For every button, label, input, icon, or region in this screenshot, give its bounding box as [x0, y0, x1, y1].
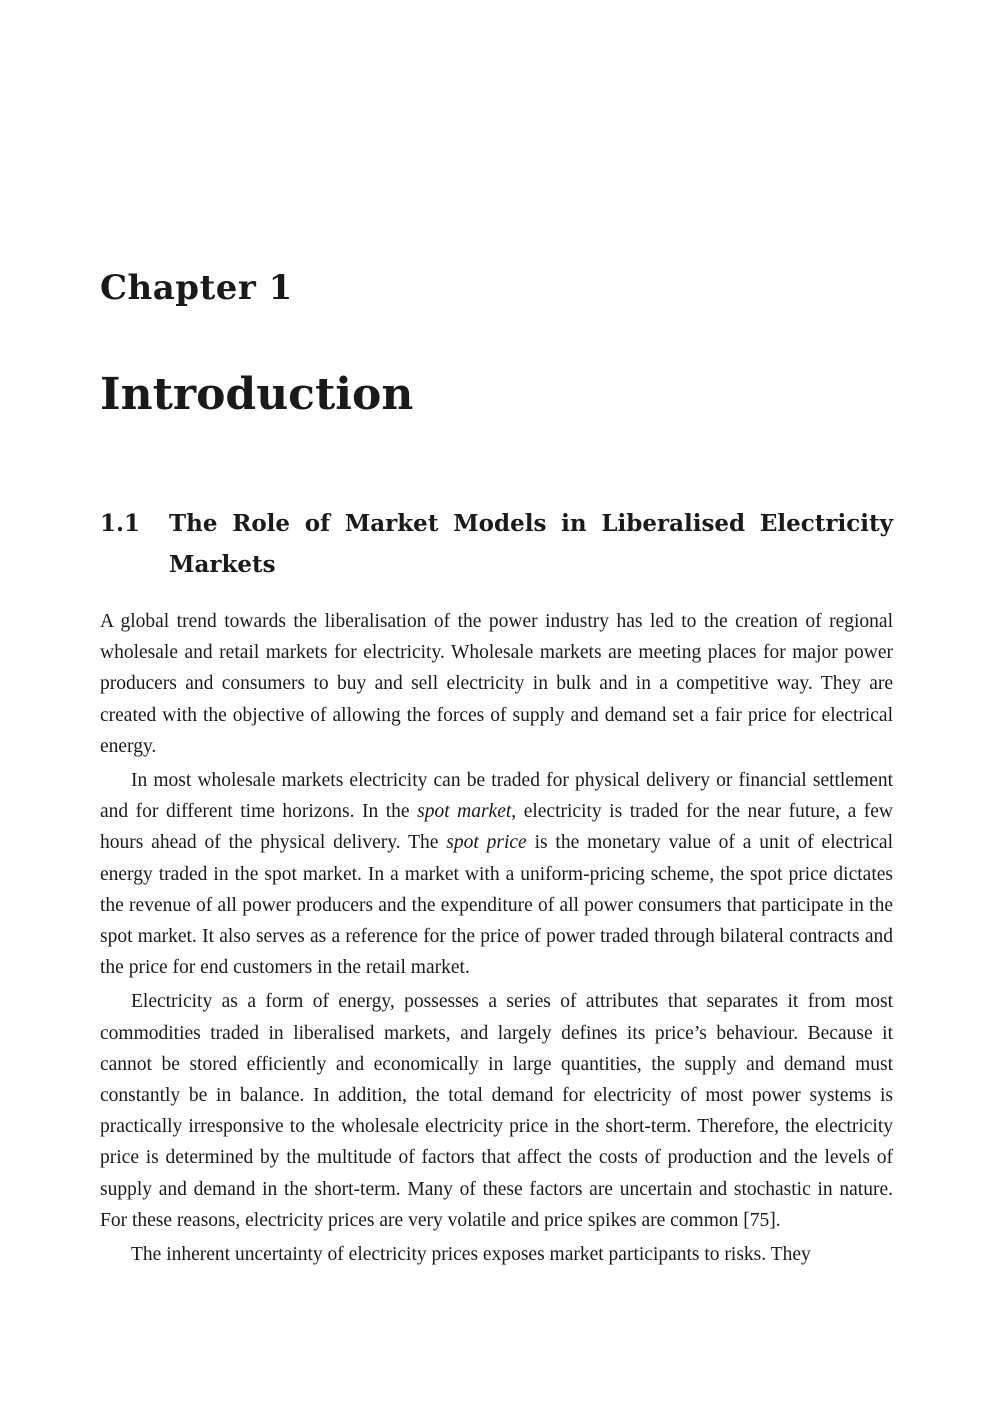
chapter-label: Chapter 1 [100, 268, 293, 308]
paragraph-2 [100, 765, 893, 983]
chapter-title: Introduction [100, 369, 414, 420]
paragraph-1: A global trend towards the liberalisation of the power industry has led to the creation of regional wholesale and retail markets for electricity. Wholesale markets are meeting places for major power producers and consumers to buy and sell electricity in bulk and in a competitive way. They are created with the objective of allowing the forces of supply and demand set a fair price for electrical energy. [100, 611, 893, 757]
paragraph-4: The inherent uncertainty of electricity prices exposes market participants to risks. They [131, 1244, 811, 1266]
paragraph-2-part-e: is the monetary value of a unit of electrical energy traded in the spot market. In a market with a uniform-pricing scheme, the spot price dictates the revenue of all power producers and the expenditure of all power consumers that participate in the spot market. It also serves as a reference for the price of power traded through bilateral contracts and the price for end customers in the retail market. [100, 832, 894, 979]
paragraph-2-part-c: , electricity is traded for the near future, a few hours ahead of the physical delivery. The [100, 801, 894, 854]
section-title: The Role of Market Models in Liberalised Electricity Markets [169, 510, 893, 578]
term-spot-market: spot market [417, 801, 512, 823]
paragraph-3: Electricity as a form of energy, possesses a series of attributes that separates it from most commodities traded in liberalised markets, and largely defines its price’s behaviour. Because it cannot be stored efficiently and economically in large quantities, the supply and demand must constantly be in balance. In addition, the total demand for electricity of most power systems is practically irresponsive to the wholesale electricity price in the short-term. Therefore, the electricity price is determined by the multitude of factors that affect the costs of production and the levels of supply and demand in the short-term. Many of these factors are uncertain and stochastic in nature. For these reasons, electricity prices are very volatile and price spikes are common [75]. [100, 991, 893, 1231]
section-number: 1.1 [100, 510, 141, 537]
paragraph-2-part-a: In most wholesale markets electricity can be traded for physical delivery or financial settlement and for different time horizons. In the [100, 770, 893, 823]
body-text [100, 606, 893, 1273]
term-spot-price: spot price [446, 832, 527, 854]
section-heading [100, 503, 893, 585]
